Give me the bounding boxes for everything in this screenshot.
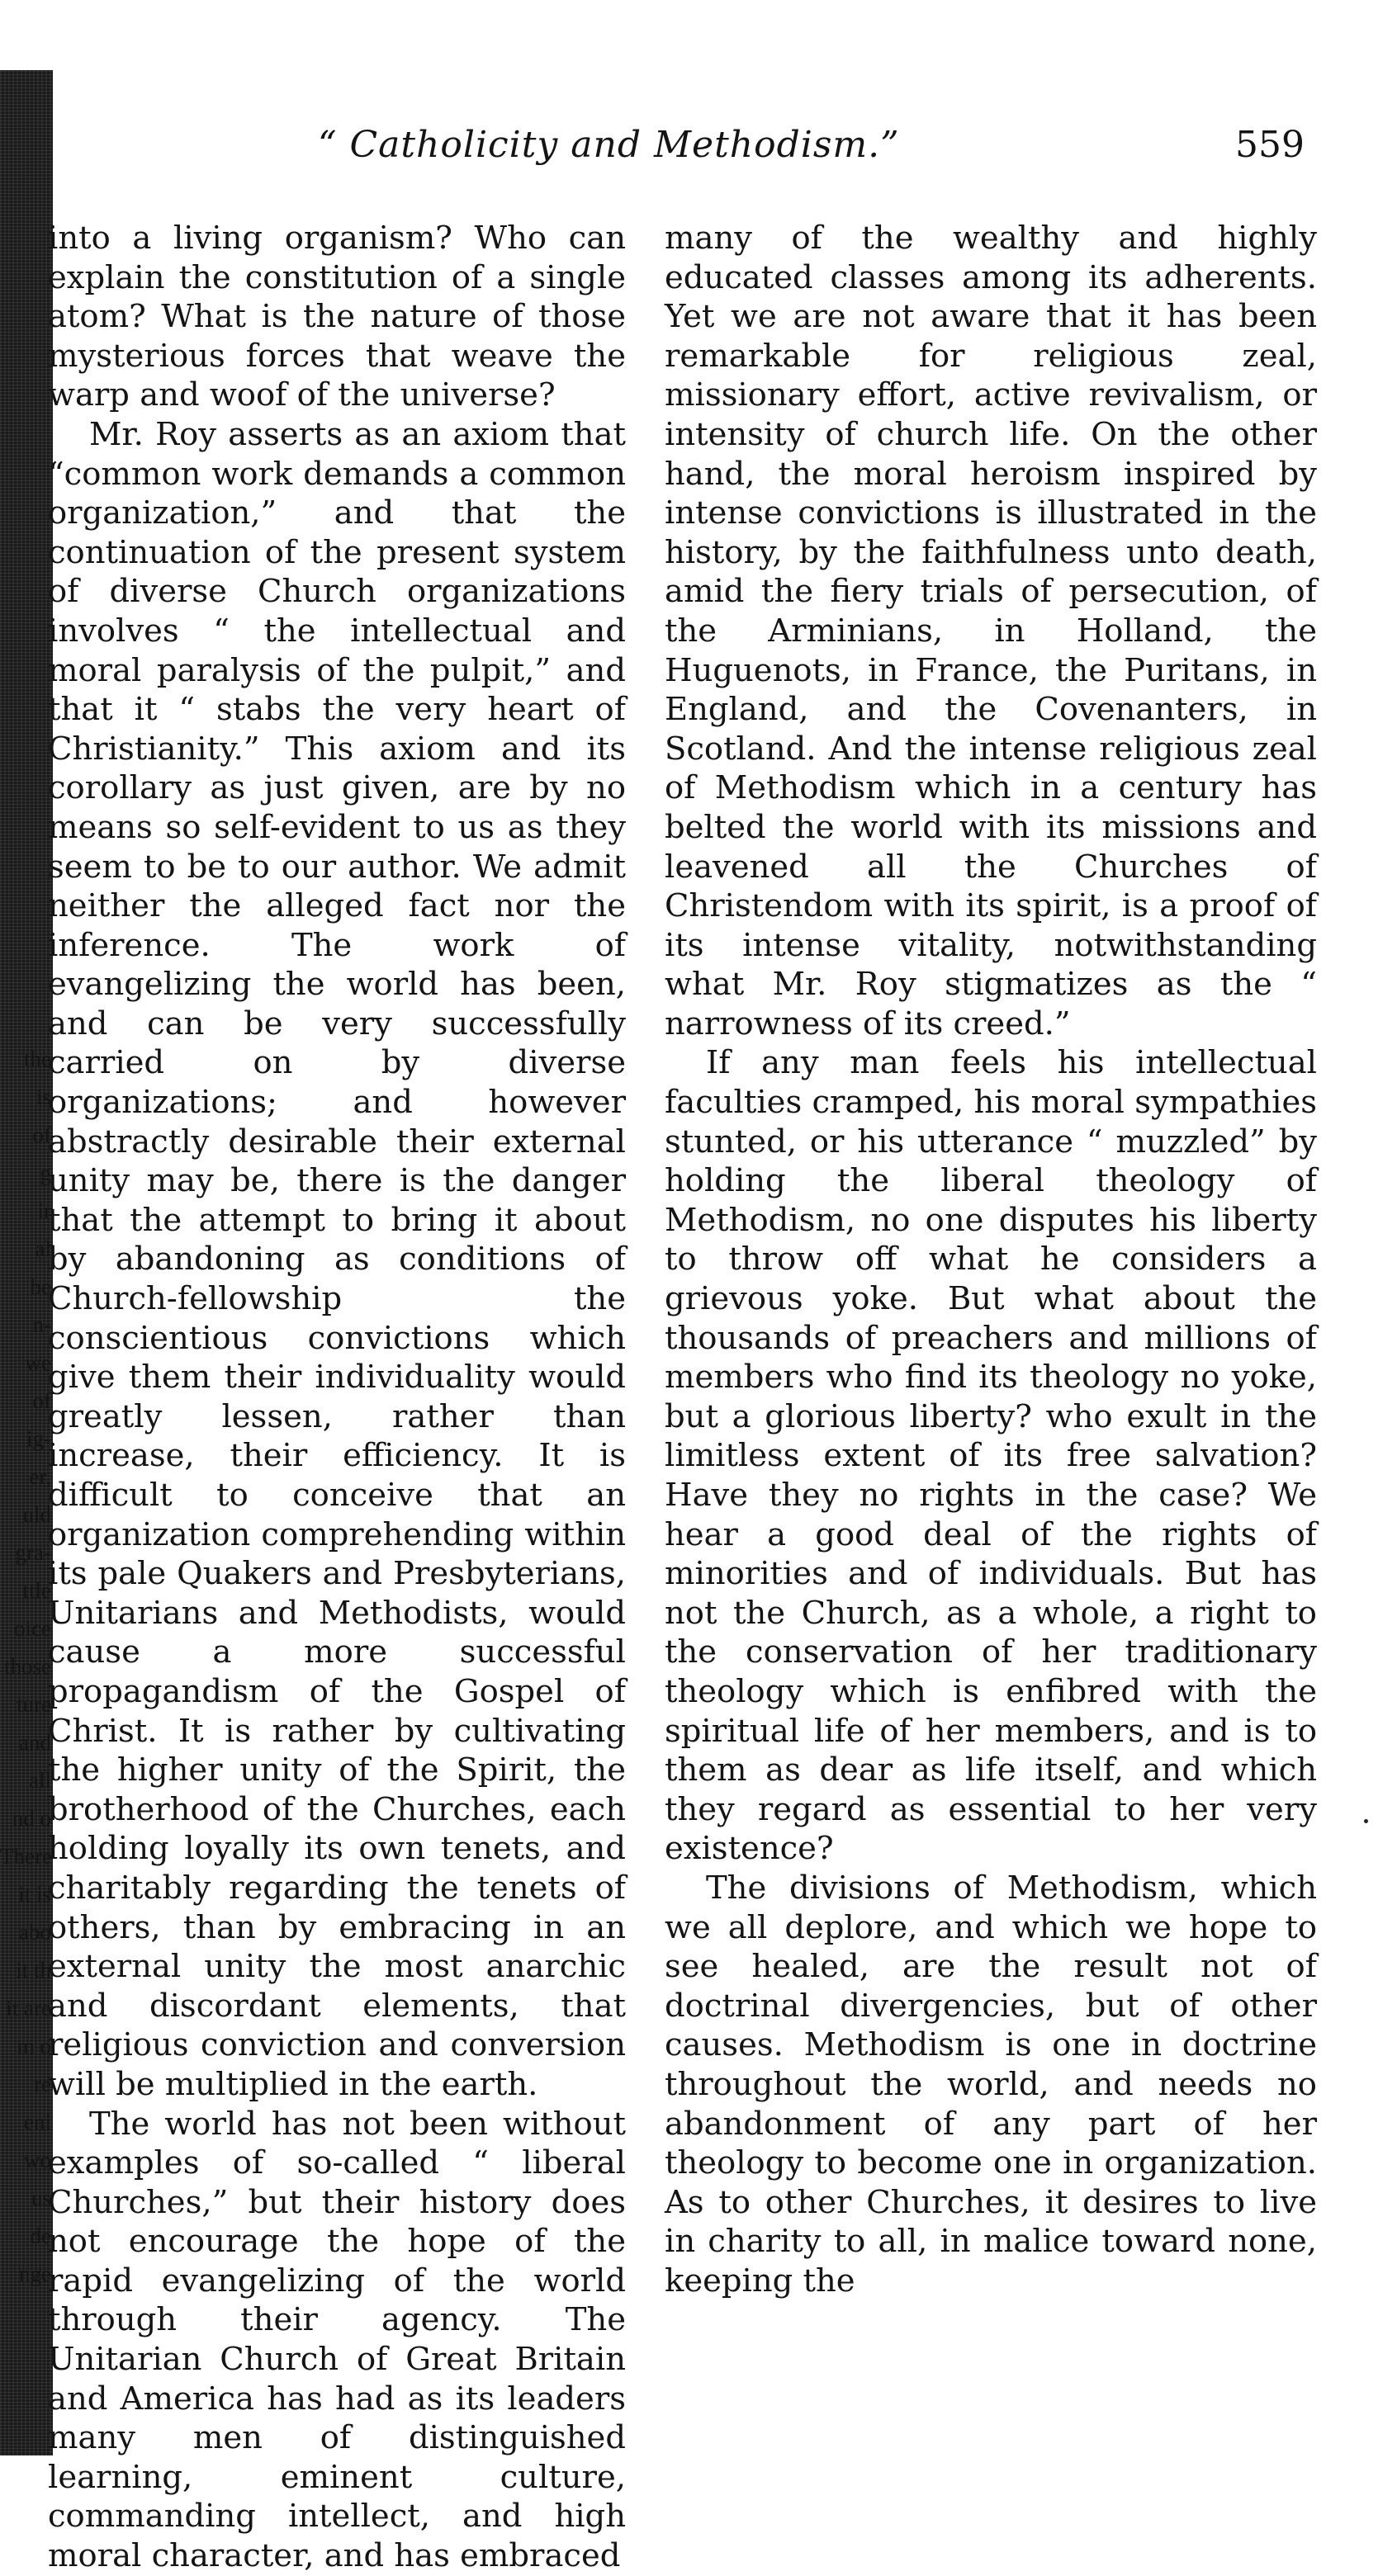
margin-fragment: it th — [16, 1958, 51, 1983]
margin-fragment: eni — [24, 2110, 51, 2134]
margin-fragment: al — [35, 1236, 51, 1261]
margin-fragment: the — [24, 1047, 51, 1071]
margin-fragment: ig- — [26, 1426, 51, 1451]
margin-fragment: ttle — [22, 1578, 51, 1603]
margin-fragment: be — [30, 1274, 51, 1299]
print-speck — [1364, 1819, 1368, 1823]
margin-fragment: nge — [19, 2262, 51, 2286]
margin-fragment: it is — [18, 1882, 51, 1907]
margin-fragment: it are — [6, 1996, 51, 2021]
margin-fragment: those — [4, 1654, 51, 1679]
right-paragraph-2: If any man feels his intellectual faculties cramped, his moral sympathies stunted, or his utterance “ muzzled” by holding the liberal theology of Methodism, no one disputes his liberty to throw off what he considers a grievous yoke. But what about the thousands of preachers and millions of members who find its theology no yoke, but a glorious liberty? who exult in the limitless extent of its free salvation? Have they no rights in the case? We hear a good deal of the rights of minorities and of individuals. But has not the Church, as a whole, a right to the conservation of her traditionary theology which is enfibred with the spiritual life of her members, and is to them as dear as life itself, and which they regard as essential to her very existence? — [665, 1044, 1317, 1868]
facing-page-fragments — [0, 1040, 51, 2293]
left-paragraph-1: into a living organism? Who can explain the constitution of a single atom? What is the nature of those mysterious forces that weave the warp and woof of the universe? — [48, 220, 626, 414]
margin-fragment: nd o — [12, 1806, 51, 1831]
margin-fragment: ir — [37, 1198, 51, 1223]
margin-fragment: de — [30, 2224, 51, 2248]
running-title: “ Catholicity and Methodism.” — [318, 124, 900, 166]
margin-fragment: gra- — [15, 1540, 51, 1565]
left-paragraph-3: The world has not been without examples of so-called “ liberal Churches,” but their history does not encourage the hope of the rapid evangelizing of the world through their agency. The Unitarian Church of Great Britain and America has had as its leaders many men of distinguished learning, eminent culture, commanding intellect, and high moral character, and has embraced — [48, 2105, 626, 2575]
page-number: 559 — [1235, 124, 1305, 166]
margin-fragment: abo — [19, 1920, 51, 1945]
margin-fragment: and — [19, 1730, 51, 1755]
margin-fragment: us — [31, 2186, 51, 2210]
margin-fragment: uld — [22, 1502, 51, 1527]
margin-fragment: of — [32, 1123, 51, 1147]
right-paragraph-3: The divisions of Methodism, which we all deplore, and which we hope to see healed, are the result not of doctrinal divergencies, but of other causes. Methodism is one in doctrine throughout the world, and needs no abandonment of any part of her theology to become one in organization. As to other Churches, it desires to live in charity to all, in malice toward none, keeping the — [665, 1869, 1317, 2299]
left-paragraph-2: Mr. Roy asserts as an axiom that “common work demands a common organization,” and that the continuation of the present system of diverse Church organizations involves “ the intellectual and moral paralysis of the pulpit,” and that it “ stabs the very heart of Christianity.” This axiom and its corollary as just given, are by no means so self-evident to us as they seem to be to our author. We admit neither the alleged fact nor the inference. The work of evangelizing the world has been, and can be very successfully carried on by diverse organizations; and however abstractly desirable their external unity may be, there is the danger that the attempt to bring it about by abandoning as conditions of Church-fellowship the conscientious convictions which give them their individuality would greatly lessen, rather than increase, their efficiency. It is difficult to conceive that an organization comprehending within its pale Quakers and Presbyterians, Unitarians and Methodists, would cause a more successful propagandism of the Gospel of Christ. It is rather by cultivating the higher unity of the Spirit, the brotherhood of the Churches, each holding loyally its own tenets, and charitably regarding the tenets of others, than by embracing in an external unity the most anarchic and discordant elements, that religious conviction and conversion will be multiplied in the earth. — [48, 415, 626, 2103]
margin-fragment: wo — [24, 2148, 51, 2172]
margin-fragment: is — [36, 1085, 51, 1109]
margin-fragment: oice — [14, 1616, 51, 1641]
margin-fragment: g — [40, 1160, 51, 1185]
right-column — [665, 219, 1317, 2300]
margin-fragment: ture — [17, 1692, 51, 1717]
margin-fragment: n- — [32, 1312, 51, 1337]
margin-fragment: we — [25, 1350, 51, 1375]
right-paragraph-1: many of the wealthy and highly educated classes among its adherents. Yet we are not aware that it has been remarkable for religious zeal, missionary effort, active revivalism, or intensity of church life. On the other hand, the moral heroism inspired by intense convictions is illustrated in the history, by the faithfulness unto death, amid the fiery trials of persecution, of the Arminians, in Holland, the Huguenots, in France, the Puritans, in England, and the Covenanters, in Scotland. And the intense religious zeal of Methodism which in a century has belted the world with its missions and leavened all the Churches of Christendom with its spirit, is a proof of its intense vitality, notwithstanding what Mr. Roy stigmatizes as the “ narrowness of its creed.” — [665, 220, 1317, 1042]
margin-fragment: re — [34, 2072, 51, 2096]
page-header — [0, 124, 1397, 173]
margin-fragment: There — [0, 1844, 52, 1869]
left-column — [48, 219, 626, 2576]
margin-fragment: all — [29, 1768, 51, 1793]
margin-fragment: er, — [29, 1464, 51, 1489]
margin-fragment: of — [32, 1388, 51, 1413]
margin-fragment: m o — [17, 2034, 51, 2058]
